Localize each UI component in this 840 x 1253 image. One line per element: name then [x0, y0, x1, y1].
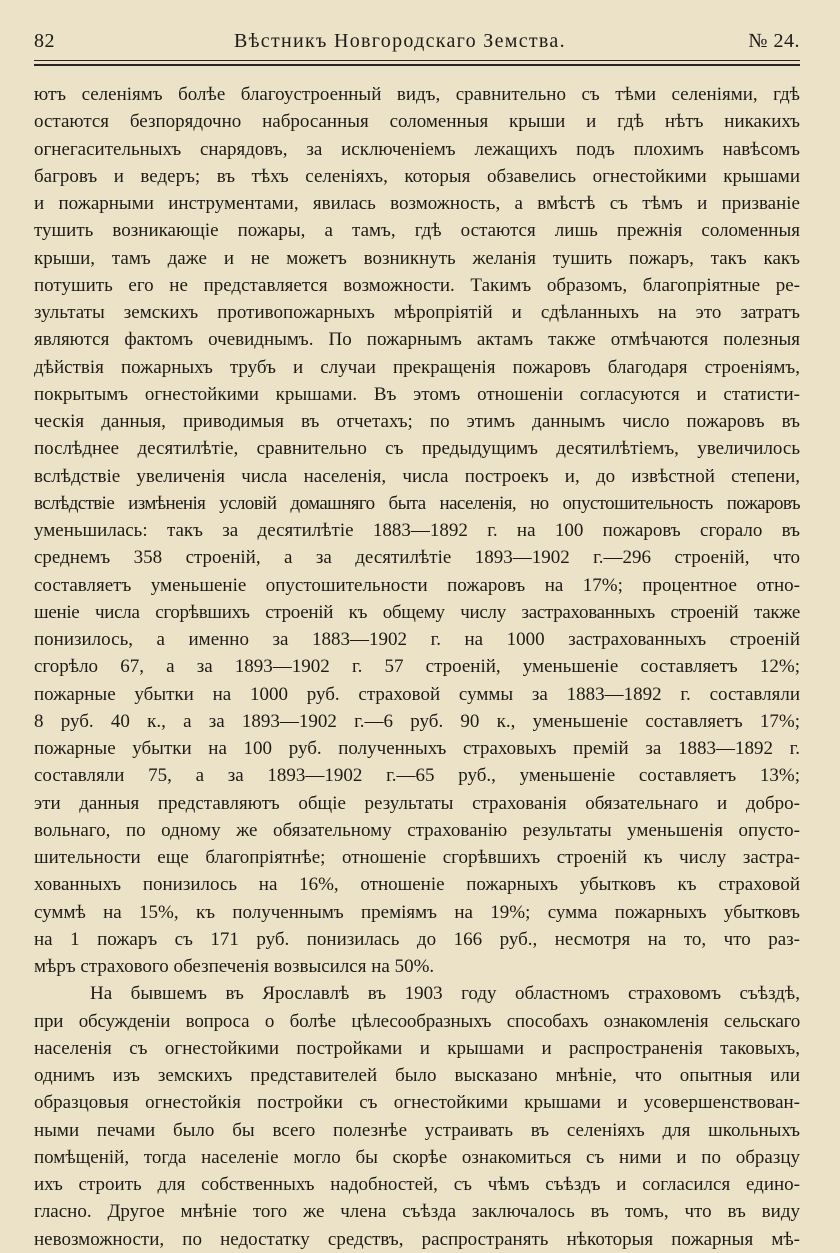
- page-number: 82: [34, 30, 55, 52]
- text-line: при обсужденіи вопроса о болѣе цѣлесообразныхъ способахъ ознакомленія сельскаго: [34, 1010, 800, 1032]
- text-line: вслѣдствіе увеличенія числа населенія, числа построекъ и, до извѣстной степени,: [34, 465, 800, 487]
- text-line: составляли 75, а за 1893—1902 г.—65 руб., уменьшеніе составляетъ 13%;: [34, 765, 800, 787]
- text-line: остаются безпорядочно набросанныя соломенныя крыши и гдѣ нѣтъ никакихъ: [34, 111, 800, 133]
- text-line: зультаты земскихъ противопожарныхъ мѣропріятій и сдѣланныхъ на это затратъ: [34, 302, 800, 323]
- text-line: ными печами было бы всего полезнѣе устраивать въ селеніяхъ для школьныхъ: [34, 1119, 800, 1141]
- text-line: ютъ селеніямъ болѣе благоустроенный видъ, сравнительно съ тѣми селеніями, гдѣ: [34, 84, 800, 105]
- text-line: населенія съ огнестойкими постройками и крышами и распространенія таковыхъ,: [34, 1037, 800, 1059]
- text-line: огнегасительныхъ снарядовъ, за исключеніемъ лежащихъ подъ плохимъ навѣсомъ: [34, 138, 800, 160]
- header-rule-thin: [34, 60, 800, 61]
- text-line: крыши, тамъ даже и не можетъ возникнуть желанія тушить пожаръ, такъ какъ: [34, 247, 800, 269]
- text-line: хованныхъ понизилось на 16%, отношеніе пожарныхъ убытковъ къ страховой: [34, 874, 800, 896]
- text-line: мѣръ страхового обезпеченія возвысился на 50%.: [34, 956, 435, 977]
- text-line: на 1 пожаръ съ 171 руб. понизилась до 166 руб., несмотря на то, что раз-: [34, 928, 800, 950]
- text-line: дѣйствія пожарныхъ трубъ и случаи прекращенія пожаровъ благодаря строеніямъ,: [34, 356, 800, 378]
- paragraph-1: [34, 81, 800, 980]
- text-line: пожарные убытки на 100 руб. полученныхъ страховыхъ премій за 1883—1892 г.: [34, 738, 800, 759]
- text-line: среднемъ 358 строеній, а за десятилѣтіе 1893—1902 г.—296 строеній, что: [34, 547, 800, 569]
- text-line: понизилось, а именно за 1883—1902 г. на 1000 застрахованныхъ строеній: [34, 629, 800, 650]
- text-line: являются фактомъ очевиднымъ. По пожарнымъ актамъ также отмѣчаются полезныя: [34, 329, 800, 351]
- journal-title: Вѣстникъ Новгородскаго Земства.: [234, 30, 566, 52]
- text-line: и пожарными инструментами, явилась возможность, а вмѣстѣ съ тѣмъ и призваніе: [34, 193, 800, 214]
- text-line: составляетъ уменьшеніе опустошительности пожаровъ на 17%; процентное отно-: [34, 574, 800, 596]
- text-line: вслѣдствіе измѣненія условій домашняго быта населенія, но опустошительность пожаровъ: [34, 492, 800, 514]
- body-text: [34, 81, 800, 1253]
- text-line: тушить возникающіе пожары, а тамъ, гдѣ остаются лишь прежнія соломенныя: [34, 220, 800, 242]
- text-line: невозможности, по недостатку средствъ, распространять нѣкоторыя пожарныя мѣ-: [34, 1228, 800, 1250]
- text-line: потушить его не представляется возможности. Такимъ образомъ, благопріятные ре-: [34, 274, 800, 296]
- text-line: суммѣ на 15%, къ полученнымъ преміямъ на 19%; сумма пожарныхъ убытковъ: [34, 901, 800, 923]
- issue-number: № 24.: [748, 30, 800, 52]
- running-header: [34, 30, 800, 60]
- text-line: эти данныя представляютъ общіе результаты страхованія обязательнаго и добро-: [34, 792, 800, 814]
- header-rule-thick: [34, 64, 800, 66]
- text-line: багровъ и ведеръ; въ тѣхъ селеніяхъ, которыя обзавелись огнестойкими крышами: [34, 165, 800, 187]
- text-line: шеніе числа сгорѣвшихъ строеній къ общему числу застрахованныхъ строеній также: [34, 601, 800, 623]
- text-line: ческія данныя, приводимыя въ отчетахъ; по этимъ даннымъ число пожаровъ въ: [34, 411, 800, 432]
- text-line: образцовыя огнестойкія постройки съ огнестойкими крышами и усовершенствован-: [34, 1092, 800, 1114]
- text-line: помѣщеній, тогда населеніе могло бы скорѣе ознакомиться съ ними и по образцу: [34, 1146, 800, 1168]
- text-line: 8 руб. 40 к., а за 1893—1902 г.—6 руб. 90 к., уменьшеніе составляетъ 17%;: [34, 710, 800, 732]
- text-line: покрытымъ огнестойкими крышами. Въ этомъ отношеніи согласуются и статисти-: [34, 383, 800, 405]
- text-line: гласно. Другое мнѣніе того же члена съѣзда заключалось въ томъ, что въ виду: [34, 1201, 800, 1223]
- paragraph-2: [34, 980, 800, 1253]
- text-line: вольнаго, по одному же обязательному страхованію результаты уменьшенія опусто-: [34, 819, 800, 841]
- text-line: шительности еще благопріятнѣе; отношеніе сгорѣвшихъ строеній къ числу застра-: [34, 847, 800, 868]
- text-line: послѣднее десятилѣтіе, сравнительно съ предыдущимъ десятилѣтіемъ, увеличилось: [34, 438, 800, 460]
- text-line: На бывшемъ въ Ярославлѣ въ 1903 году областномъ страховомъ съѣздѣ,: [90, 983, 800, 1005]
- text-line: однимъ изъ земскихъ представителей было высказано мнѣніе, что опытныя или: [34, 1065, 800, 1086]
- text-line: сгорѣло 67, а за 1893—1902 г. 57 строеній, уменьшеніе составляетъ 12%;: [34, 656, 800, 678]
- text-line: уменьшилась: такъ за десятилѣтіе 1883—1892 г. на 100 пожаровъ сгорало въ: [34, 520, 800, 541]
- text-line: пожарные убытки на 1000 руб. страховой суммы за 1883—1892 г. составляли: [34, 683, 800, 705]
- text-line: ихъ строить для собственныхъ надобностей, съ чѣмъ съѣздъ и согласился едино-: [34, 1174, 800, 1195]
